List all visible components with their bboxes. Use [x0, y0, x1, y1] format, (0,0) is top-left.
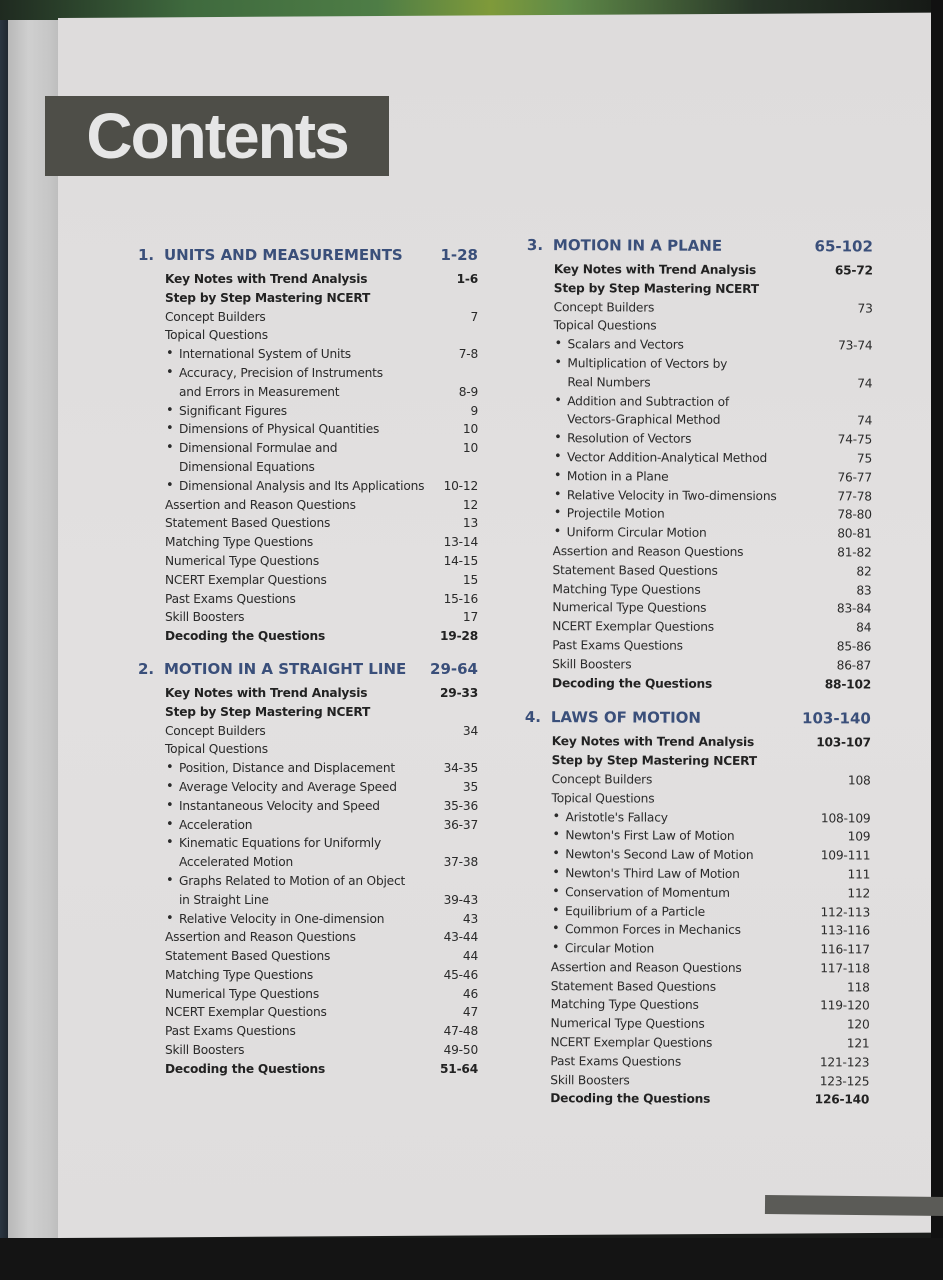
- entry-page-range: 103-107: [816, 735, 871, 750]
- chapter-heading[interactable]: [525, 706, 871, 734]
- entry-page-range: 10: [462, 441, 478, 456]
- toc-entry[interactable]: [524, 845, 870, 865]
- entry-label: [165, 834, 438, 872]
- entry-label: • Projectile Motion: [553, 504, 832, 524]
- toc-entry[interactable]: [526, 504, 872, 524]
- entry-page-range: 116-117: [820, 942, 870, 957]
- chapter-title-group: [527, 234, 722, 257]
- entry-page-range: 121-123: [819, 1055, 870, 1070]
- entry-label: Concept Builders: [551, 772, 653, 787]
- background-right-edge: [931, 0, 943, 1280]
- entry-label: • Scalars and Vectors: [553, 335, 832, 355]
- toc-entry[interactable]: [138, 477, 478, 496]
- chapter-number: 4.: [524, 708, 542, 727]
- entry-label: Assertion and Reason Questions: [552, 544, 744, 559]
- entry-label: NCERT Exemplar Questions: [552, 619, 714, 634]
- toc-entry[interactable]: [138, 326, 478, 345]
- entry-label: Decoding the Questions: [165, 1061, 326, 1076]
- entry-label: Past Exams Questions: [165, 591, 296, 606]
- chapter-number: 3.: [526, 235, 544, 255]
- entry-label: Topical Questions: [165, 328, 268, 343]
- toc-entry[interactable]: [138, 759, 478, 778]
- entry-label: [165, 364, 453, 402]
- entry-page-range: 108: [847, 773, 871, 788]
- background-bottom: [0, 1238, 943, 1280]
- toc-entry[interactable]: [525, 598, 871, 618]
- toc-entry[interactable]: [138, 308, 478, 327]
- entry-label: • Dimensional Analysis and Its Applications: [165, 477, 438, 496]
- entry-label: Key Notes with Trend Analysis: [551, 734, 755, 750]
- toc-entry[interactable]: [526, 354, 872, 393]
- toc-entry[interactable]: [524, 901, 870, 921]
- toc-entry[interactable]: [526, 335, 872, 355]
- entry-label: • Vector Addition-Analytical Method: [553, 448, 851, 468]
- toc-entry[interactable]: [138, 872, 478, 910]
- entry-label-line1: • Multiplication of Vectors by: [567, 356, 728, 371]
- entry-page-range: 108-109: [820, 810, 871, 826]
- toc-entry[interactable]: [138, 514, 478, 533]
- entry-label: • Average Velocity and Average Speed: [165, 778, 457, 797]
- entry-page-range: 43-44: [443, 930, 478, 945]
- entry-page-range: 8-9: [458, 384, 478, 399]
- entry-label: Statement Based Questions: [165, 949, 331, 964]
- entry-label: Matching Type Questions: [165, 535, 314, 550]
- chapter-title: MOTION IN A STRAIGHT LINE: [164, 659, 407, 678]
- entry-label: Past Exams Questions: [165, 1024, 296, 1039]
- toc-entry[interactable]: [526, 392, 872, 431]
- toc-entry[interactable]: [524, 826, 870, 846]
- entry-label: [165, 439, 457, 477]
- entry-page-range: 74-75: [837, 432, 873, 447]
- entry-page-range: 86-87: [836, 658, 872, 673]
- toc-entry[interactable]: [524, 958, 870, 978]
- toc-entry[interactable]: [138, 797, 478, 816]
- toc-entry[interactable]: [524, 883, 870, 903]
- entry-page-range: 83-84: [836, 601, 872, 616]
- entry-page-range: 13: [462, 516, 478, 531]
- entry-page-range: 112: [847, 886, 871, 901]
- entry-label: • International System of Units: [165, 345, 453, 364]
- entry-label: • Significant Figures: [165, 402, 464, 421]
- toc-entry[interactable]: [138, 364, 478, 402]
- entry-label: • Motion in a Plane: [553, 467, 832, 487]
- entry-label: Topical Questions: [553, 318, 657, 333]
- entry-label: Concept Builders: [165, 309, 266, 324]
- entry-page-range: 83: [856, 582, 872, 598]
- entry-page-range: 119-120: [820, 998, 870, 1013]
- entry-label: Step by Step Mastering NCERT: [553, 280, 759, 296]
- entry-page-range: 112-113: [820, 904, 871, 920]
- entry-label: Decoding the Questions: [550, 1091, 711, 1107]
- toc-entry[interactable]: [138, 590, 478, 609]
- entry-page-range: 29-33: [440, 685, 478, 700]
- entry-label-line2: in Straight Line: [179, 892, 269, 907]
- chapter-page-range: 1-28: [440, 246, 478, 264]
- toc-entry[interactable]: [527, 279, 873, 299]
- entry-label: Assertion and Reason Questions: [550, 960, 742, 975]
- entry-page-range: 84: [856, 620, 872, 635]
- entry-page-range: 7-8: [458, 347, 478, 362]
- entry-page-range: 121: [846, 1036, 870, 1051]
- entry-label: • Relative Velocity in One-dimension: [165, 910, 457, 929]
- toc-entry[interactable]: [138, 910, 478, 929]
- toc-entry[interactable]: [138, 402, 478, 421]
- entry-label: • Newton's First Law of Motion: [551, 826, 841, 846]
- entry-page-range: 35-36: [443, 798, 478, 813]
- toc-column-left: [138, 244, 478, 1079]
- entry-label: Assertion and Reason Questions: [165, 930, 356, 945]
- entry-label: Step by Step Mastering NCERT: [165, 290, 371, 305]
- entry-page-range: 43: [462, 911, 478, 926]
- entry-page-range: 12: [462, 497, 478, 512]
- entry-label: Key Notes with Trend Analysis: [165, 685, 368, 700]
- entry-label: NCERT Exemplar Questions: [165, 572, 327, 587]
- entry-label: Skill Boosters: [165, 1043, 245, 1058]
- entry-label: Past Exams Questions: [552, 638, 683, 653]
- toc-entry[interactable]: [138, 345, 478, 364]
- entry-page-range: 78-80: [837, 507, 872, 522]
- entry-label: • Relative Velocity in Two-dimensions: [553, 486, 832, 506]
- entry-label: • Acceleration: [165, 816, 438, 835]
- entry-label: Concept Builders: [553, 299, 655, 315]
- toc-entry[interactable]: [525, 770, 871, 790]
- entry-label-line1: • Accuracy, Precision of Instruments: [179, 365, 383, 380]
- entry-label: Concept Builders: [165, 723, 266, 738]
- chapter-title-group: [138, 244, 403, 266]
- toc-entry[interactable]: [524, 808, 870, 828]
- entry-label: Skill Boosters: [165, 610, 245, 625]
- entry-page-range: 36-37: [443, 817, 478, 832]
- entry-page-range: 46: [462, 986, 478, 1001]
- chapter-number: 2.: [138, 659, 155, 678]
- toc-entry[interactable]: [526, 542, 872, 562]
- chapter-number: 1.: [138, 246, 155, 264]
- entry-label: • Aristotle's Fallacy: [551, 808, 815, 828]
- entry-label: Assertion and Reason Questions: [165, 497, 356, 512]
- entry-page-range: 74: [857, 413, 873, 428]
- chapter-page-range: 65-102: [814, 237, 873, 256]
- entry-label: Numerical Type Questions: [165, 986, 319, 1001]
- entry-label: Step by Step Mastering NCERT: [551, 753, 757, 769]
- entry-label: • Newton's Third Law of Motion: [551, 864, 841, 884]
- toc-entry[interactable]: [138, 722, 478, 741]
- entry-page-range: 15-16: [443, 591, 478, 606]
- toc-entry[interactable]: [138, 571, 478, 590]
- entry-label: Matching Type Questions: [165, 967, 314, 982]
- toc-entry[interactable]: [525, 674, 871, 694]
- toc-entry[interactable]: [138, 703, 478, 722]
- toc-entry[interactable]: [138, 816, 478, 835]
- entry-page-range: 7: [470, 309, 478, 324]
- toc-entry[interactable]: [138, 552, 478, 571]
- entry-page-range: 37-38: [443, 855, 478, 870]
- entry-label: Matching Type Questions: [550, 997, 699, 1013]
- entry-page-range: 73: [857, 301, 873, 316]
- entry-label: NCERT Exemplar Questions: [550, 1035, 713, 1050]
- entry-label: • Equilibrium of a Particle: [551, 902, 815, 922]
- entry-label: • Dimensions of Physical Quantities: [165, 420, 457, 439]
- toc-entry[interactable]: [138, 1003, 478, 1022]
- entry-label: [553, 392, 851, 431]
- toc-entry[interactable]: [523, 1071, 869, 1091]
- toc-entry[interactable]: [138, 627, 478, 646]
- entry-label: Numerical Type Questions: [552, 600, 707, 616]
- toc-entry[interactable]: [138, 1041, 478, 1060]
- entry-label: • Circular Motion: [551, 939, 815, 959]
- toc-entry[interactable]: [138, 533, 478, 552]
- entry-label: Statement Based Questions: [552, 562, 718, 578]
- toc-entry[interactable]: [138, 270, 478, 289]
- entry-label: Skill Boosters: [552, 656, 632, 672]
- entry-label: Numerical Type Questions: [165, 553, 319, 568]
- chapter-title: MOTION IN A PLANE: [552, 236, 723, 255]
- entry-page-range: 76-77: [837, 470, 872, 485]
- entry-page-range: 49-50: [443, 1043, 478, 1058]
- entry-page-range: 117-118: [820, 961, 870, 976]
- entry-page-range: 35: [462, 779, 478, 794]
- toc-entry[interactable]: [138, 1060, 478, 1079]
- entry-page-range: 82: [856, 564, 872, 579]
- toc-entry[interactable]: [524, 939, 870, 959]
- chapter-page-range: 29-64: [430, 659, 478, 678]
- entry-page-range: 15: [462, 572, 478, 587]
- toc-entry[interactable]: [524, 995, 870, 1015]
- toc-entry[interactable]: [525, 732, 871, 752]
- entry-label: Skill Boosters: [550, 1072, 630, 1088]
- toc-entry[interactable]: [523, 1052, 869, 1072]
- page-stack-edge: [8, 20, 60, 1238]
- entry-label-line1: • Dimensional Formulae and: [179, 441, 338, 456]
- entry-label: • Newton's Second Law of Motion: [551, 845, 815, 865]
- chapter: [523, 706, 871, 1109]
- entry-label: Statement Based Questions: [165, 516, 331, 531]
- entry-page-range: 44: [462, 949, 478, 964]
- toc-column-right: [523, 234, 873, 1110]
- entry-page-range: 113-116: [820, 923, 870, 938]
- entry-page-range: 14-15: [443, 553, 478, 568]
- contents-title-banner: [45, 96, 389, 176]
- toc-entry[interactable]: [525, 580, 871, 600]
- entry-page-range: 10: [462, 422, 478, 437]
- toc-entry[interactable]: [138, 928, 478, 947]
- toc-entry[interactable]: [138, 985, 478, 1004]
- footer-decorative-bar: [765, 1195, 943, 1216]
- entry-label: Step by Step Mastering NCERT: [165, 704, 371, 719]
- entry-label: NCERT Exemplar Questions: [165, 1005, 327, 1020]
- entry-label-line2: Dimensional Equations: [179, 459, 315, 474]
- entry-page-range: 109-111: [820, 848, 871, 863]
- entry-label-line2: Vectors-Graphical Method: [567, 412, 721, 428]
- entry-label: • Resolution of Vectors: [553, 429, 832, 449]
- toc-entry[interactable]: [525, 751, 871, 771]
- entry-page-range: 126-140: [814, 1092, 870, 1107]
- entry-label-line2: Accelerated Motion: [179, 855, 293, 870]
- entry-label-line1: • Kinematic Equations for Uniformly: [179, 836, 381, 851]
- toc-entry[interactable]: [527, 316, 873, 336]
- entry-page-range: 1-6: [456, 272, 478, 286]
- entry-page-range: 74: [857, 376, 873, 391]
- chapter-title-group: [525, 706, 701, 729]
- toc-entry[interactable]: [138, 289, 478, 308]
- toc-entry[interactable]: [138, 684, 478, 703]
- toc-entry[interactable]: [138, 1022, 478, 1041]
- toc-entry[interactable]: [526, 467, 872, 487]
- chapter: [138, 244, 478, 646]
- toc-entry[interactable]: [524, 789, 870, 809]
- toc-entry[interactable]: [526, 523, 872, 543]
- chapter: [138, 658, 478, 1079]
- toc-entry[interactable]: [138, 966, 478, 985]
- entry-page-range: 47: [462, 1005, 478, 1020]
- toc-entry[interactable]: [523, 1089, 869, 1109]
- entry-page-range: 109: [847, 829, 871, 844]
- chapter-heading[interactable]: [138, 244, 478, 270]
- toc-entry[interactable]: [526, 429, 872, 449]
- toc-entry[interactable]: [524, 977, 870, 997]
- entry-page-range: 19-28: [440, 629, 478, 644]
- toc-entry[interactable]: [523, 1033, 869, 1053]
- entry-page-range: 39-43: [443, 892, 478, 907]
- entry-label: • Instantaneous Velocity and Speed: [165, 797, 438, 816]
- entry-page-range: 45-46: [443, 967, 478, 982]
- entry-label: [165, 872, 438, 910]
- entry-label: Decoding the Questions: [165, 629, 326, 644]
- entry-page-range: 80-81: [837, 526, 872, 541]
- entry-page-range: 51-64: [440, 1061, 478, 1076]
- toc-entry[interactable]: [138, 834, 478, 872]
- toc-entry[interactable]: [525, 617, 871, 637]
- toc-entry[interactable]: [527, 260, 873, 280]
- entry-page-range: 65-72: [834, 263, 873, 278]
- entry-label: • Common Forces in Mechanics: [551, 920, 815, 940]
- entry-label: Topical Questions: [551, 790, 655, 806]
- toc-entry[interactable]: [525, 561, 871, 581]
- entry-label-line2: Real Numbers: [567, 374, 651, 390]
- entry-label: Past Exams Questions: [550, 1053, 682, 1069]
- toc-entry[interactable]: [138, 740, 478, 759]
- entry-page-range: 10-12: [443, 478, 478, 493]
- toc-entry[interactable]: [138, 947, 478, 966]
- entry-page-range: 34: [462, 723, 478, 738]
- entry-page-range: 77-78: [837, 488, 872, 504]
- toc-entry[interactable]: [526, 448, 872, 468]
- chapter: [525, 234, 873, 694]
- toc-entry[interactable]: [138, 496, 478, 515]
- entry-label: Decoding the Questions: [552, 675, 713, 691]
- toc-entry[interactable]: [524, 864, 870, 884]
- entry-page-range: 118: [847, 980, 870, 995]
- entry-label: Statement Based Questions: [550, 978, 716, 994]
- chapter-heading[interactable]: [138, 658, 478, 684]
- toc-entry[interactable]: [138, 778, 478, 797]
- entry-page-range: 47-48: [443, 1024, 478, 1039]
- toc-entry[interactable]: [138, 439, 478, 477]
- entry-page-range: 88-102: [824, 676, 872, 692]
- entry-page-range: 111: [847, 867, 871, 882]
- chapter-title: UNITS AND MEASUREMENTS: [164, 246, 403, 264]
- entry-label-line2: and Errors in Measurement: [179, 384, 340, 399]
- entry-label: • Uniform Circular Motion: [553, 523, 832, 543]
- toc-entry[interactable]: [526, 486, 872, 506]
- entry-page-range: 17: [462, 610, 478, 625]
- toc-entry[interactable]: [524, 1014, 870, 1034]
- entry-page-range: 73-74: [838, 338, 873, 353]
- toc-entry[interactable]: [138, 420, 478, 439]
- entry-label: Key Notes with Trend Analysis: [165, 272, 368, 286]
- toc-entry[interactable]: [527, 298, 873, 318]
- entry-label: Numerical Type Questions: [550, 1016, 705, 1032]
- entry-label-line1: • Graphs Related to Motion of an Object: [179, 873, 406, 888]
- entry-page-range: 81-82: [837, 545, 872, 560]
- entry-label: [553, 354, 851, 393]
- chapter-page-range: 103-140: [801, 709, 871, 728]
- entry-label: Key Notes with Trend Analysis: [553, 262, 757, 277]
- entry-label: • Conservation of Momentum: [551, 883, 841, 903]
- toc-entry[interactable]: [138, 608, 478, 627]
- toc-entry[interactable]: [525, 655, 871, 675]
- toc-entry[interactable]: [524, 920, 870, 940]
- entry-label: Topical Questions: [165, 742, 268, 757]
- entry-page-range: 85-86: [836, 639, 872, 654]
- entry-page-range: 123-125: [819, 1073, 870, 1089]
- entry-label-line1: • Addition and Subtraction of: [567, 393, 730, 409]
- page-title: Contents: [86, 100, 348, 172]
- entry-label: Matching Type Questions: [552, 581, 701, 597]
- entry-label: • Position, Distance and Displacement: [165, 759, 438, 778]
- chapter-heading[interactable]: [527, 234, 873, 262]
- toc-entry[interactable]: [525, 636, 871, 656]
- entry-page-range: 75: [856, 451, 873, 466]
- entry-page-range: 120: [846, 1017, 870, 1032]
- entry-page-range: 13-14: [443, 535, 478, 550]
- chapter-title: LAWS OF MOTION: [550, 708, 702, 728]
- entry-page-range: 34-35: [443, 761, 478, 776]
- chapter-title-group: [138, 658, 406, 680]
- entry-page-range: 9: [470, 403, 478, 418]
